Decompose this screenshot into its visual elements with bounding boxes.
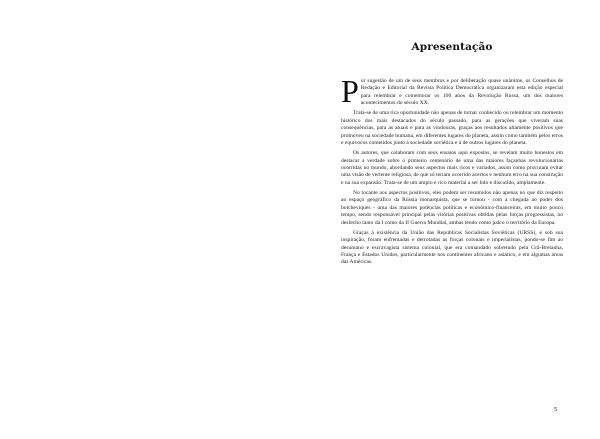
paragraph-1 — [341, 73, 563, 109]
drop-cap-letter: P — [341, 73, 359, 109]
page-title: Apresentação — [411, 41, 493, 53]
paragraph-5: Graças à existência da União das Repúblicas Socialistas Soviéticas (URSS), e sob sua inspiração, foram enfrentadas e derrotadas as forças colonais e imperialistas, pondo-se fim ao desumano e escravagista sistema colonial, que era comandado sobretudo pela Grã-Bretanha, França e Estados Unidos, particularmente nos continentes africano e asiático, e em algumas áreas das Américas. — [341, 229, 563, 266]
body-text — [341, 73, 563, 269]
paragraph-1-text: or sugestão de um de seus membros e por deliberação quase unânime, os Conselhos de Redação e Editorial da Revista Política Democrática organizaram esta edição especial para relembrar e comemorar os 100 anos da Revolução Russa, um dos maiores acontecimentos do século XX. — [360, 78, 563, 107]
paragraph-3: Os autores, que colaboram com seus ensaios aqui expostos, se revelam muito honestos em destacar a verdade sobre o primeiro centenário de uma das maiores façanhas revolucionárias ocorridas no mundo, abordando seus aspectos mais ricos e variados, assim como procuram evitar uma visão de vertente religiosa, de que só teriam ocorrido acertos e nenhum erro na sua construção e na sua expansão. Trata-se de um amplo e rico material a ser lido e discutido, amplamente. — [341, 150, 563, 186]
paragraph-2: Trata-se de uma rica oportunidade não apenas de tornar conhecido ou relembrar um momento histórico dos mais destacados do século passado, para as gerações que viveram suas consequências, para as atuais e para as vindouras, graças aos resultados altamente positivos que promoveu na sociedade humana, em diferentes lugares do planeta, assim como também pelos erros e equívocos cometidos junto à sociedade soviética e à de outros lugares do planeta. — [341, 110, 563, 147]
page-number: 5 — [554, 406, 558, 413]
paragraph-4: No tocante aos aspectos positivos, eles podem ser resumidos não apenas no que diz respeito ao espaço geográfico da Rússia monarquista, que se tornou - com a chegada ao poder dos bolcheviques - uma das maiores potências políticas e econômico-financeiras, em muito pouco tempo, sendo responsável principal pelas vitórias positivas obtidas pelas forças progressistas, no desfecho tanto da I como da II Guerra Mundial, ambas tendo como palco o território da Europa. — [341, 189, 563, 226]
